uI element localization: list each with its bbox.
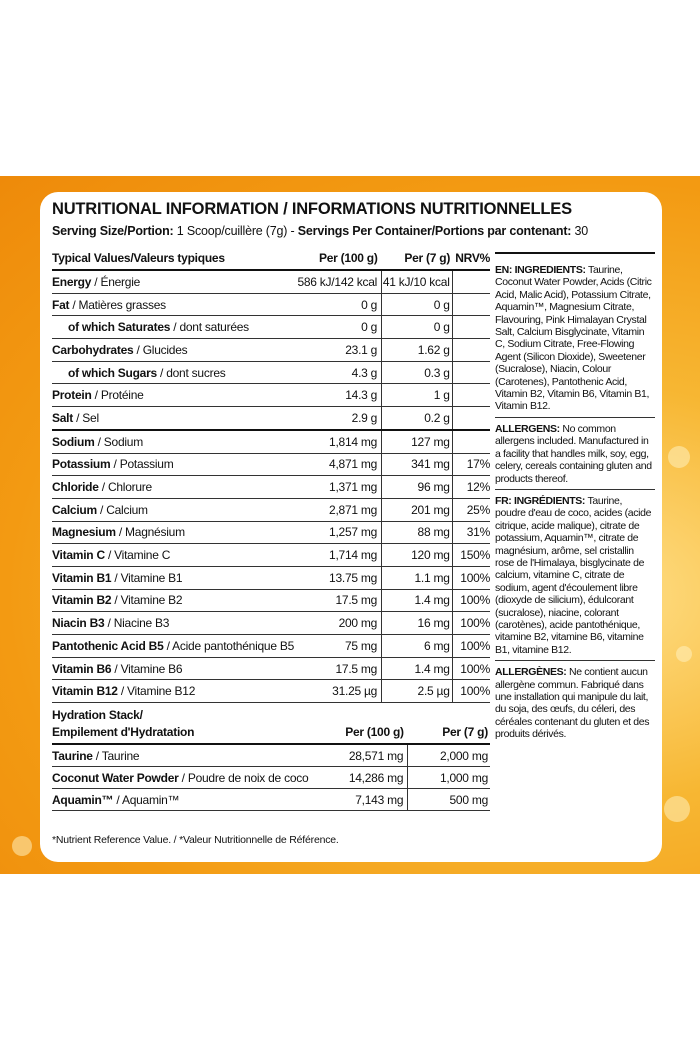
- nutrient-nrv: [452, 407, 490, 430]
- nutrient-per-7g: 2.5 µg: [382, 680, 453, 703]
- hydration-name-fr: Poudre de noix de coco: [187, 770, 309, 785]
- nutrient-name-en: Calcium: [52, 502, 97, 517]
- nutrient-row: [52, 407, 490, 430]
- nutrient-name: Niacin B3 / Niacine B3: [52, 612, 294, 635]
- hydration-stack-table: [52, 707, 490, 811]
- nutrient-per-100g: 4,871 mg: [294, 453, 382, 476]
- nutrient-name-en: Potassium: [52, 457, 111, 472]
- hydration-row: [52, 744, 490, 767]
- nutrient-row: [52, 339, 490, 362]
- serving-info: [52, 224, 588, 238]
- nutrient-name: Vitamin B12 / Vitamine B12: [52, 680, 294, 703]
- nutrient-per-7g: 1.62 g: [382, 339, 453, 362]
- nutrient-nrv: [452, 361, 490, 384]
- hydration-per-100g: 14,286 mg: [310, 767, 408, 789]
- hydration-per-100g: 28,571 mg: [310, 744, 408, 767]
- hydration-name-fr: Aquamin™: [121, 792, 180, 807]
- nutrient-nrv: 150%: [452, 544, 490, 567]
- nutrient-row: [52, 680, 490, 703]
- hydration-per-7g: 500 mg: [408, 789, 490, 811]
- nutrient-row: [52, 476, 490, 499]
- ingredients-top-rule: [495, 252, 655, 254]
- nutrient-per-7g: 41 kJ/10 kcal: [382, 270, 453, 293]
- nutrient-per-100g: 4.3 g: [294, 361, 382, 384]
- nutrient-name-fr: Calcium: [106, 502, 148, 517]
- nutrient-per-100g: 31.25 µg: [294, 680, 382, 703]
- nutrient-nrv: 100%: [452, 589, 490, 612]
- nutrient-row: [52, 384, 490, 407]
- header-per-100g: Per (100 g): [294, 247, 382, 270]
- nutrient-row: [52, 270, 490, 293]
- nutrient-name-fr: dont sucres: [166, 365, 226, 380]
- nutrient-per-7g: 1.1 mg: [382, 566, 453, 589]
- nutrient-name-fr: dont saturées: [179, 320, 249, 335]
- nutrient-name: Pantothenic Acid B5 / Acide pantothénique B5: [52, 635, 294, 658]
- nutrient-name-fr: Glucides: [142, 342, 188, 357]
- decorative-bubble: [12, 836, 32, 856]
- nutrient-per-7g: 88 mg: [382, 521, 453, 544]
- nutrient-name-en: Energy: [52, 274, 92, 289]
- hydration-title-fr: Empilement d'Hydratation: [52, 725, 195, 739]
- nutrient-row: [52, 544, 490, 567]
- ingredients-fr-text: Taurine, poudre d'eau de coco, acides (acide citrique, acide malique), citrate de potassium, Aquamin™, citrate de magnésium, arôme, sel cristallin rose de l'Himalaya, bisglycinate de calcium, vitamine C, citrate de sodium, agent d'écoulement libre (dioxyde de silicium), édulcorant (sucralose), niacine, colorant (carotènes), acide pantothénique, vitamine B2, vitamine B6, vitamine B1, vitamine B12.: [495, 494, 652, 656]
- nutrient-per-7g: 16 mg: [382, 612, 453, 635]
- header-typical-values: Typical Values/Valeurs typiques: [52, 247, 294, 270]
- nutrient-name: Energy / Énergie: [52, 270, 294, 293]
- footnote-fr: *Valeur Nutritionnelle de Référence.: [179, 834, 339, 846]
- hydration-rows: [52, 744, 490, 811]
- nutrient-name-en: Fat: [52, 297, 70, 312]
- nutrient-nrv: 31%: [452, 521, 490, 544]
- nutrient-row: [52, 453, 490, 476]
- serving-size-label: Serving Size/Portion:: [52, 224, 174, 238]
- nutrient-name-fr: Protéine: [100, 388, 144, 403]
- hydration-name-fr: Taurine: [101, 748, 140, 763]
- ingredients-column: [495, 264, 655, 750]
- decorative-bubble: [664, 796, 690, 822]
- nutrient-per-7g: 201 mg: [382, 498, 453, 521]
- nutrient-row: [52, 635, 490, 658]
- nutrient-name-fr: Magnésium: [125, 525, 185, 540]
- ingredients-en: [495, 264, 655, 418]
- nutrient-name-fr: Sel: [82, 410, 99, 425]
- nutrient-row: [52, 566, 490, 589]
- nutrient-name: Vitamin C / Vitamine C: [52, 544, 294, 567]
- nutrient-name-en: Pantothenic Acid B5: [52, 638, 164, 653]
- nutrient-row: [52, 361, 490, 384]
- nutrient-name-fr: Chlorure: [107, 480, 152, 495]
- servings-per-container-value: 30: [574, 224, 589, 238]
- nutrient-nrv: 100%: [452, 566, 490, 589]
- nutrient-name: of which Sugars / dont sucres: [52, 361, 294, 384]
- nutrient-name-en: Vitamin B12: [52, 684, 118, 699]
- allergens-en: [495, 423, 655, 490]
- nutrient-per-7g: 127 mg: [382, 430, 453, 453]
- nutrient-per-100g: 17.5 mg: [294, 657, 382, 680]
- panel-title: NUTRITIONAL INFORMATION / INFORMATIONS NUTRITIONNELLES: [52, 200, 572, 218]
- nutrient-name-fr: Matières grasses: [78, 297, 166, 312]
- nutrient-name-fr: Niacine B3: [113, 616, 170, 631]
- nutrient-name-fr: Potassium: [119, 457, 174, 472]
- nutrient-per-7g: 0 g: [382, 293, 453, 316]
- hydration-row: [52, 767, 490, 789]
- allergens-en-label: ALLERGENS:: [495, 422, 560, 435]
- nutrient-name-en: Vitamin B1: [52, 570, 112, 585]
- ingredients-en-text: Taurine, Coconut Water Powder, Acids (Citric Acid, Malic Acid), Potassium Citrate, Aquamin™, Magnesium Citrate, Flavouring, Pink Himalayan Crystal Salt, Calcium Bisglycinate, Vitamin C, Sodium Citrate, Free-Flowing Agent (Silicon Dioxide), Sweetener (Sucralose), Niacin, Colour (Carotenes), Pantothenic Acid, Vitamin B2, Vitamin B6, Vitamin B1, Vitamin B12.: [495, 264, 652, 413]
- nutrient-name: Potassium / Potassium: [52, 453, 294, 476]
- nutrient-per-100g: 2,871 mg: [294, 498, 382, 521]
- nutrient-name-en: Sodium: [52, 434, 95, 449]
- nutrient-name-en: Carbohydrates: [52, 342, 134, 357]
- nutrient-row: [52, 316, 490, 339]
- nutrient-name-fr: Vitamine B2: [120, 593, 183, 608]
- nutrient-row: [52, 612, 490, 635]
- ingredients-fr: [495, 495, 655, 661]
- hydration-header: [52, 707, 490, 744]
- nutrient-per-100g: 0 g: [294, 293, 382, 316]
- hydration-row: [52, 789, 490, 811]
- decorative-bubble: [676, 646, 692, 662]
- allergens-en-text: No common allergens included. Manufactured in a facility that handles milk, soy, egg, celery, cereals containing gluten and products thereof.: [495, 422, 652, 485]
- nutrient-name-fr: Vitamine C: [114, 548, 171, 563]
- hydration-per-100g: 7,143 mg: [310, 789, 408, 811]
- nutrient-nrv: [452, 270, 490, 293]
- hydration-title: [52, 707, 310, 744]
- footnote: *Nutrient Reference Value. / *Valeur Nutritionnelle de Référence.: [52, 834, 339, 846]
- nutrition-panel: [40, 192, 662, 862]
- hydration-header-per-7g: Per (7 g): [408, 707, 490, 744]
- nutrient-name: Vitamin B6 / Vitamine B6: [52, 657, 294, 680]
- nutrient-name-en: of which Sugars: [68, 365, 157, 380]
- nutrient-name-fr: Vitamine B6: [120, 661, 183, 676]
- nutrient-nrv: 25%: [452, 498, 490, 521]
- hydration-title-en: Hydration Stack/: [52, 708, 143, 722]
- hydration-name-en: Coconut Water Powder: [52, 770, 179, 785]
- nutrient-nrv: [452, 339, 490, 362]
- nutrition-table-header: [52, 247, 490, 270]
- nutrient-name-en: Chloride: [52, 480, 99, 495]
- nutrient-name-en: Niacin B3: [52, 616, 105, 631]
- nutrient-name: Sodium / Sodium: [52, 430, 294, 453]
- hydration-name: Coconut Water Powder / Poudre de noix de coco: [52, 767, 310, 789]
- nutrient-per-100g: 586 kJ/142 kcal: [294, 270, 382, 293]
- servings-per-container-label: Servings Per Container/Portions par contenant:: [297, 224, 572, 238]
- nutrient-per-7g: 120 mg: [382, 544, 453, 567]
- nutrient-row: [52, 589, 490, 612]
- nutrient-per-100g: 14.3 g: [294, 384, 382, 407]
- nutrient-name-en: Protein: [52, 388, 92, 403]
- nutrient-nrv: [452, 316, 490, 339]
- nutrient-name-fr: Sodium: [103, 434, 143, 449]
- nutrient-nrv: 100%: [452, 612, 490, 635]
- nutrient-nrv: [452, 384, 490, 407]
- nutrient-name-en: Magnesium: [52, 525, 116, 540]
- nutrient-rows: [52, 270, 490, 703]
- nutrient-nrv: [452, 293, 490, 316]
- nutrient-name-en: Vitamin C: [52, 548, 105, 563]
- nutrient-name-en: Salt: [52, 410, 74, 425]
- nutrient-name-fr: Acide pantothénique B5: [172, 638, 295, 653]
- nutrient-per-100g: 1,371 mg: [294, 476, 382, 499]
- nutrient-name: Chloride / Chlorure: [52, 476, 294, 499]
- nutrient-per-100g: 2.9 g: [294, 407, 382, 430]
- nutrient-row: [52, 498, 490, 521]
- nutrient-name: Salt / Sel: [52, 407, 294, 430]
- nutrient-per-7g: 341 mg: [382, 453, 453, 476]
- allergens-fr-text: Ne contient aucun allergène commun. Fabriqué dans une installation qui manipule du lait, du soja, des œufs, du céleri, des céréales contenant du gluten et des produits dérivés.: [495, 666, 650, 741]
- nutrient-name: Fat / Matières grasses: [52, 293, 294, 316]
- nutrient-row: [52, 293, 490, 316]
- nutrient-nrv: 12%: [452, 476, 490, 499]
- nutrient-name-fr: Vitamine B12: [127, 684, 196, 699]
- nutrient-per-100g: 200 mg: [294, 612, 382, 635]
- hydration-name: Aquamin™ / Aquamin™: [52, 789, 310, 811]
- nutrient-nrv: 100%: [452, 680, 490, 703]
- nutrient-per-100g: 13.75 mg: [294, 566, 382, 589]
- nutrient-per-100g: 1,814 mg: [294, 430, 382, 453]
- ingredients-fr-label: FR: INGRÉDIENTS:: [495, 494, 586, 507]
- hydration-name: Taurine / Taurine: [52, 744, 310, 767]
- hydration-header-per-100g: Per (100 g): [310, 707, 408, 744]
- nutrient-row: [52, 430, 490, 453]
- decorative-bubble: [668, 446, 690, 468]
- nutrient-name-fr: Vitamine B1: [120, 570, 183, 585]
- nutrient-name: Protein / Protéine: [52, 384, 294, 407]
- nutrient-nrv: 17%: [452, 453, 490, 476]
- nutrient-name-en: Vitamin B2: [52, 593, 112, 608]
- nutrient-per-100g: 1,714 mg: [294, 544, 382, 567]
- nutrient-per-100g: 23.1 g: [294, 339, 382, 362]
- nutrient-name: Vitamin B2 / Vitamine B2: [52, 589, 294, 612]
- header-nrv: NRV%: [452, 247, 490, 270]
- nutrient-row: [52, 657, 490, 680]
- nutrient-name: Carbohydrates / Glucides: [52, 339, 294, 362]
- nutrient-nrv: 100%: [452, 657, 490, 680]
- nutrient-nrv: 100%: [452, 635, 490, 658]
- nutrient-name: Magnesium / Magnésium: [52, 521, 294, 544]
- nutrient-name-fr: Énergie: [100, 274, 141, 289]
- nutrient-name: Calcium / Calcium: [52, 498, 294, 521]
- nutrient-name-en: of which Saturates: [68, 320, 171, 335]
- hydration-name-en: Taurine: [52, 748, 93, 763]
- header-per-7g: Per (7 g): [382, 247, 453, 270]
- nutrient-name-en: Vitamin B6: [52, 661, 112, 676]
- nutrient-row: [52, 521, 490, 544]
- nutrient-per-100g: 17.5 mg: [294, 589, 382, 612]
- serving-size-value: 1 Scoop/cuillère (7g) -: [176, 224, 295, 238]
- nutrient-per-7g: 1 g: [382, 384, 453, 407]
- footnote-en: *Nutrient Reference Value.: [52, 834, 171, 846]
- hydration-per-7g: 2,000 mg: [408, 744, 490, 767]
- nutrient-per-7g: 0 g: [382, 316, 453, 339]
- nutrient-per-100g: 75 mg: [294, 635, 382, 658]
- nutrient-per-7g: 0.3 g: [382, 361, 453, 384]
- nutrient-per-7g: 6 mg: [382, 635, 453, 658]
- nutrient-nrv: [452, 430, 490, 453]
- nutrient-per-100g: 0 g: [294, 316, 382, 339]
- nutrient-name: of which Saturates / dont saturées: [52, 316, 294, 339]
- nutrient-per-7g: 0.2 g: [382, 407, 453, 430]
- allergens-fr-label: ALLERGÈNES:: [495, 666, 567, 679]
- nutrient-per-7g: 1.4 mg: [382, 657, 453, 680]
- hydration-per-7g: 1,000 mg: [408, 767, 490, 789]
- nutrient-name: Vitamin B1 / Vitamine B1: [52, 566, 294, 589]
- nutrient-per-7g: 96 mg: [382, 476, 453, 499]
- allergens-fr: [495, 666, 655, 744]
- ingredients-en-label: EN: INGREDIENTS:: [495, 264, 586, 276]
- nutrient-per-100g: 1,257 mg: [294, 521, 382, 544]
- hydration-name-en: Aquamin™: [52, 792, 114, 807]
- nutrition-table: [52, 247, 490, 703]
- nutrient-per-7g: 1.4 mg: [382, 589, 453, 612]
